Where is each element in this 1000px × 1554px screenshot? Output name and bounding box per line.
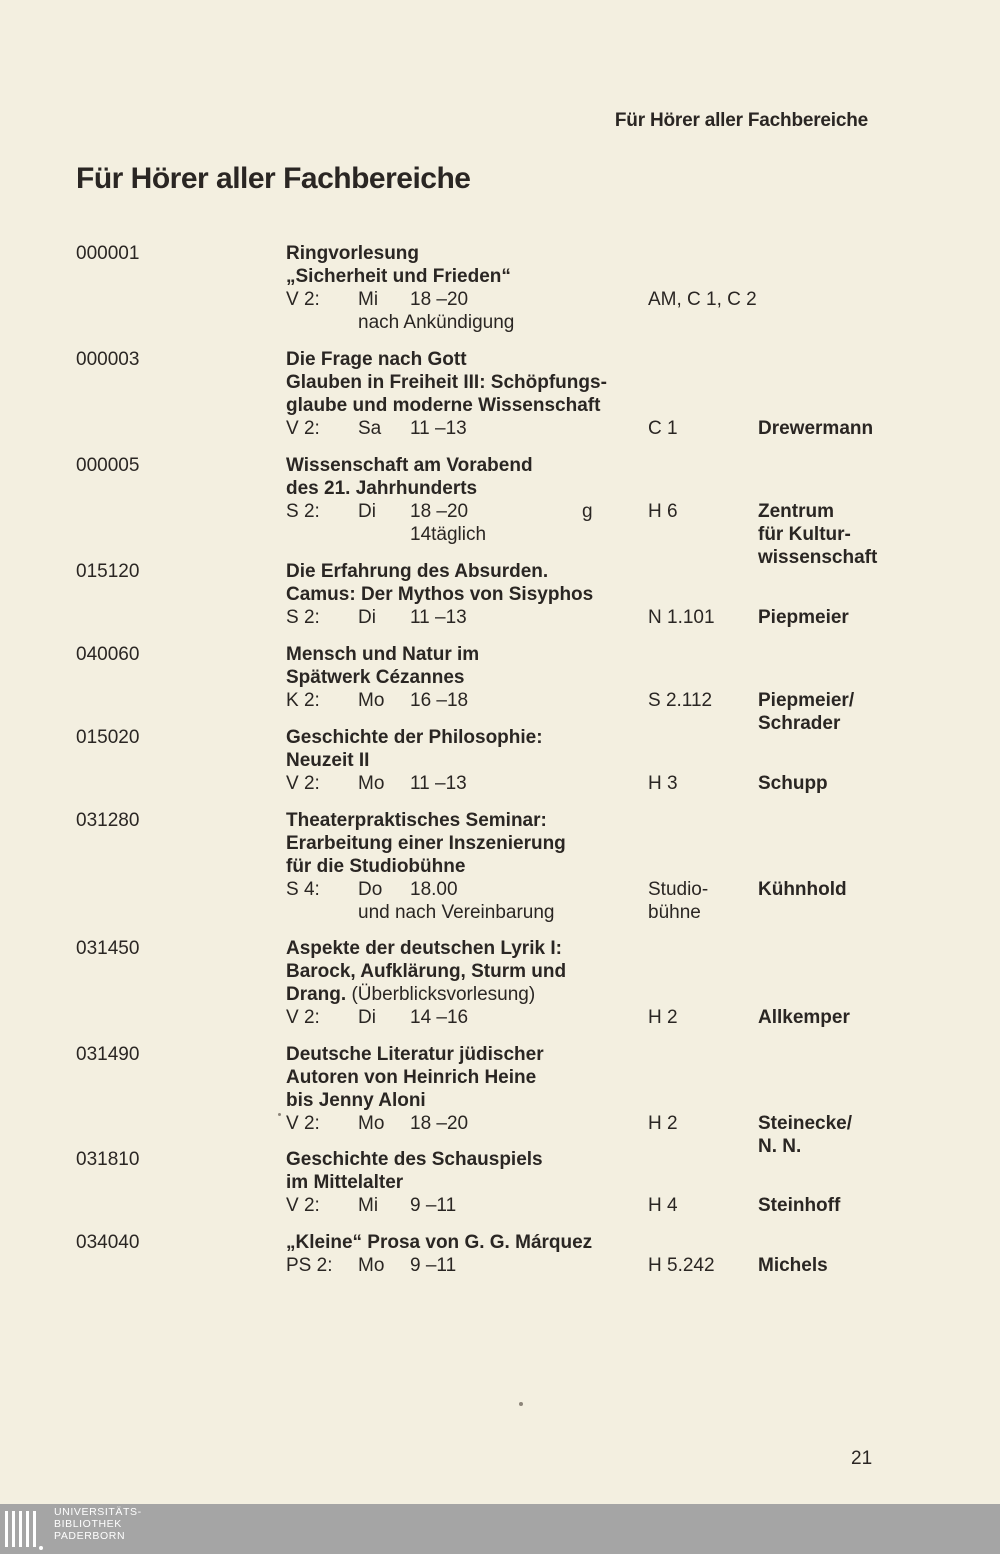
page-title: Für Hörer aller Fachbereiche — [76, 162, 471, 195]
course-lecturer: Kühnhold — [758, 879, 847, 900]
course-entry — [0, 560, 1000, 629]
course-title-line — [286, 960, 646, 983]
course-day: Mo — [358, 690, 385, 711]
course-day: Mi — [358, 1195, 379, 1216]
course-title-text: Spätwerk Cézannes — [286, 667, 465, 688]
course-room: N 1.101 — [648, 607, 715, 628]
course-title-text: Neuzeit II — [286, 750, 370, 771]
course-time: 18 –20 — [410, 289, 469, 310]
course-time: 18 –20 — [410, 501, 469, 522]
course-title-line — [286, 832, 646, 855]
course-title-text: Die Erfahrung des Absurden. — [286, 561, 549, 582]
course-day: Mo — [358, 773, 385, 794]
course-title-line — [286, 1043, 646, 1066]
course-body — [286, 560, 646, 629]
course-code: 031490 — [76, 1044, 140, 1065]
course-time: 18.00 — [410, 879, 458, 900]
course-code: 040060 — [76, 644, 140, 665]
course-title-text: Ringvorlesung — [286, 243, 420, 264]
course-type: S 2: — [286, 501, 320, 522]
course-lecturer: Piepmeier — [758, 607, 849, 628]
course-type: S 4: — [286, 879, 320, 900]
page-number: 21 — [851, 1448, 873, 1469]
course-body — [286, 454, 646, 546]
course-entry — [0, 809, 1000, 924]
course-body — [286, 1231, 646, 1277]
course-lecturer: Allkemper — [758, 1007, 850, 1028]
course-title-text: Theaterpraktisches Seminar: — [286, 810, 547, 831]
course-title-line — [286, 937, 646, 960]
course-room: AM, C 1, C 2 — [648, 289, 757, 310]
course-title-line — [286, 1066, 646, 1089]
course-title-text: glaube und moderne Wissenschaft — [286, 395, 601, 416]
running-header: Für Hörer aller Fachbereiche — [614, 110, 868, 131]
library-logo-text — [54, 1506, 142, 1542]
course-schedule — [286, 606, 646, 629]
course-title-text: „Kleine“ Prosa von G. G. Márquez — [286, 1232, 593, 1253]
course-title-line — [286, 454, 646, 477]
course-entry — [0, 1231, 1000, 1277]
course-entry — [0, 348, 1000, 440]
course-type: V 2: — [286, 289, 320, 310]
course-note: und nach Vereinbarung — [358, 902, 555, 923]
course-time: 11 –13 — [410, 773, 467, 794]
course-time: 14 –16 — [410, 1007, 469, 1028]
course-title-line — [286, 477, 646, 500]
course-title-text: Mensch und Natur im — [286, 644, 480, 665]
course-title-text: Autoren von Heinrich Heine — [286, 1067, 537, 1088]
course-title-text: Camus: Der Mythos von Sisyphos — [286, 584, 594, 605]
course-code: 031810 — [76, 1149, 140, 1170]
course-note: nach Ankündigung — [358, 312, 515, 333]
course-schedule — [286, 689, 646, 712]
course-title-text: im Mittelalter — [286, 1172, 404, 1193]
course-title-text: Glauben in Freiheit III: Schöpfungs- — [286, 372, 607, 393]
speck-mark — [519, 1402, 523, 1406]
course-title-line — [286, 855, 646, 878]
course-title-text: des 21. Jahrhunderts — [286, 478, 478, 499]
course-title-line — [286, 371, 646, 394]
logo-line: PADERBORN — [54, 1530, 126, 1542]
course-entry — [0, 454, 1000, 568]
course-type: V 2: — [286, 1113, 320, 1134]
course-title-text: Barock, Aufklärung, Sturm und — [286, 961, 567, 982]
course-title-text: Die Frage nach Gott — [286, 349, 467, 370]
course-body — [286, 242, 646, 334]
course-flag: g — [582, 501, 593, 522]
course-title-line — [286, 983, 646, 1006]
course-time: 18 –20 — [410, 1113, 469, 1134]
course-type: V 2: — [286, 418, 320, 439]
course-lecturer: Drewermann — [758, 418, 874, 439]
course-day: Mi — [358, 289, 379, 310]
course-entry — [0, 643, 1000, 734]
course-lecturer: Steinhoff — [758, 1195, 841, 1216]
course-day: Di — [358, 1007, 376, 1028]
course-schedule — [286, 500, 646, 523]
course-room: H 2 — [648, 1007, 678, 1028]
course-type: PS 2: — [286, 1255, 333, 1276]
library-logo-icon — [3, 1507, 43, 1551]
course-day: Sa — [358, 418, 382, 439]
course-body — [286, 726, 646, 795]
course-body — [286, 348, 646, 440]
course-title-line — [286, 643, 646, 666]
course-entry — [0, 1043, 1000, 1157]
course-time: 9 –11 — [410, 1195, 457, 1216]
course-title-line — [286, 1089, 646, 1112]
course-day: Di — [358, 607, 376, 628]
course-title-text: Wissenschaft am Vorabend — [286, 455, 533, 476]
course-title-text: Geschichte des Schauspiels — [286, 1149, 543, 1170]
course-entry — [0, 937, 1000, 1029]
course-title-note: (Überblicksvorlesung) — [351, 984, 536, 1005]
course-title-line — [286, 394, 646, 417]
course-room: C 1 — [648, 418, 678, 439]
course-schedule — [286, 1112, 646, 1135]
course-body — [286, 937, 646, 1029]
course-type: S 2: — [286, 607, 320, 628]
course-time: 11 –13 — [410, 607, 467, 628]
course-title-text: Aspekte der deutschen Lyrik I: — [286, 938, 562, 959]
course-body — [286, 643, 646, 712]
course-lecturer: Zentrum für Kultur- wissenschaft — [758, 501, 878, 568]
course-lecturer: Michels — [758, 1255, 828, 1276]
course-time: 11 –13 — [410, 418, 467, 439]
course-schedule — [286, 772, 646, 795]
course-code: 034040 — [76, 1232, 140, 1253]
course-title-line — [286, 1171, 646, 1194]
course-title-line — [286, 726, 646, 749]
course-entry — [0, 726, 1000, 795]
course-lecturer: Piepmeier/ Schrader — [758, 690, 855, 734]
course-schedule — [286, 1194, 646, 1217]
course-body — [286, 1043, 646, 1135]
course-title-text: Erarbeitung einer Inszenierung — [286, 833, 566, 854]
course-title-text: bis Jenny Aloni — [286, 1090, 426, 1111]
course-code: 031280 — [76, 810, 140, 831]
course-time: 9 –11 — [410, 1255, 457, 1276]
course-title-text: „Sicherheit und Frieden“ — [286, 266, 511, 287]
course-title-text: Deutsche Literatur jüdischer — [286, 1044, 544, 1065]
course-lecturer: Schupp — [758, 773, 828, 794]
course-room: H 5.242 — [648, 1255, 715, 1276]
course-code: 015020 — [76, 727, 140, 748]
course-day: Do — [358, 879, 383, 900]
course-note: 14täglich — [410, 524, 487, 545]
course-room: H 4 — [648, 1195, 678, 1216]
speck-mark — [278, 1113, 281, 1116]
course-room: S 2.112 — [648, 690, 713, 711]
course-entry — [0, 1148, 1000, 1217]
footer-bar — [0, 1504, 1000, 1554]
course-body — [286, 1148, 646, 1217]
course-lecturer: Steinecke/ N. N. — [758, 1113, 852, 1157]
course-title-line — [286, 749, 646, 772]
logo-line: BIBLIOTHEK — [54, 1518, 122, 1530]
course-title-line — [286, 242, 646, 265]
logo-line: UNIVERSITÄTS- — [54, 1506, 142, 1518]
course-day: Mo — [358, 1113, 385, 1134]
course-day: Mo — [358, 1255, 385, 1276]
course-code: 031450 — [76, 938, 140, 959]
course-time: 16 –18 — [410, 690, 469, 711]
course-room: H 6 — [648, 501, 678, 522]
course-title-text: für die Studiobühne — [286, 856, 466, 877]
course-schedule — [286, 417, 646, 440]
course-title-line — [286, 809, 646, 832]
course-title-line — [286, 1148, 646, 1171]
course-body — [286, 809, 646, 924]
course-title-line — [286, 265, 646, 288]
course-title-line — [286, 583, 646, 606]
course-title-text: Geschichte der Philosophie: — [286, 727, 543, 748]
course-code: 000001 — [76, 243, 140, 264]
course-code: 000005 — [76, 455, 140, 476]
course-room: Studio- bühne — [648, 879, 709, 923]
course-title-text: Drang. — [286, 984, 347, 1005]
course-type: V 2: — [286, 1195, 320, 1216]
course-title-line — [286, 1231, 646, 1254]
course-title-line — [286, 560, 646, 583]
course-schedule — [286, 878, 646, 901]
course-type: V 2: — [286, 773, 320, 794]
course-entry — [0, 242, 1000, 334]
course-title-line — [286, 666, 646, 689]
course-type: V 2: — [286, 1007, 320, 1028]
course-title-line — [286, 348, 646, 371]
course-code: 000003 — [76, 349, 140, 370]
course-code: 015120 — [76, 561, 140, 582]
course-schedule — [286, 1254, 646, 1277]
course-day: Di — [358, 501, 376, 522]
course-schedule — [286, 288, 646, 311]
course-schedule — [286, 1006, 646, 1029]
course-room: H 2 — [648, 1113, 678, 1134]
course-room: H 3 — [648, 773, 678, 794]
course-type: K 2: — [286, 690, 320, 711]
course-list — [0, 242, 1000, 1277]
